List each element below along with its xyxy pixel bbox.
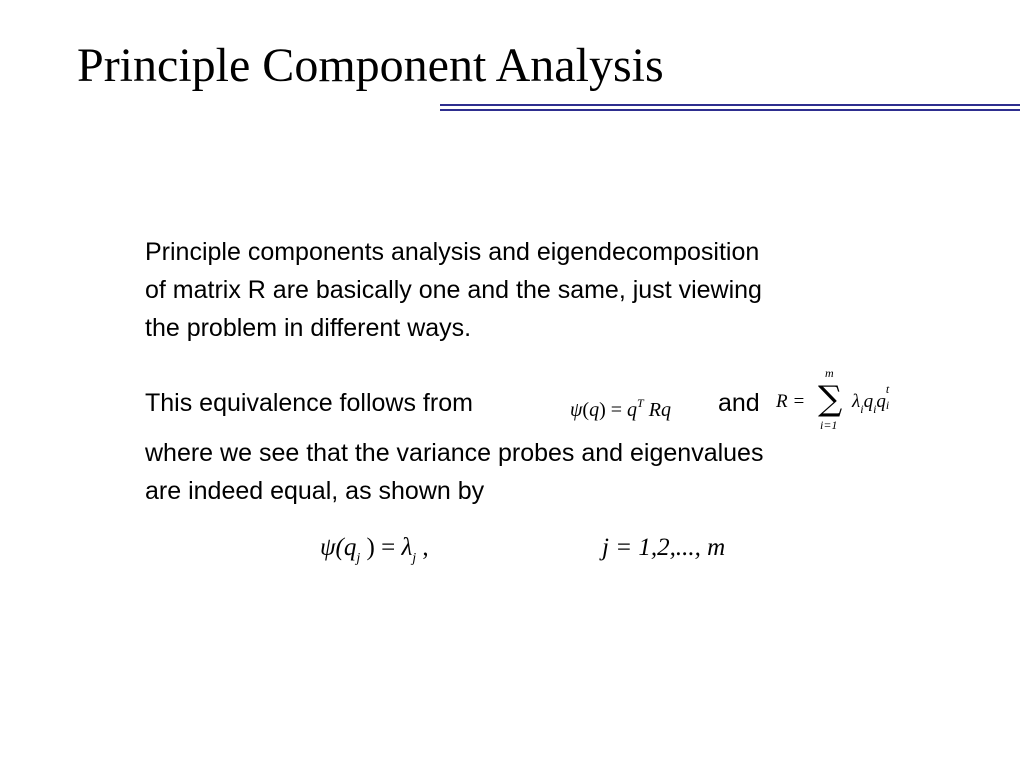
decomposition-lhs: R = <box>776 391 806 412</box>
conclusion-paragraph <box>145 434 763 510</box>
title-rule-upper <box>440 104 1020 106</box>
sub-sup-stack: t i <box>885 382 890 412</box>
intro-paragraph <box>145 233 762 347</box>
variance-probe-equation: $\psi(q) = q^T$ Rq <box>570 396 671 421</box>
psi-symbol: ψ <box>570 399 583 421</box>
equivalence-lead: This equivalence follows from <box>145 389 473 417</box>
intro-line-2: of matrix R are basically one and the same, just viewing <box>145 276 762 304</box>
conclusion-line-2: are indeed equal, as shown by <box>145 477 485 505</box>
slide-title: Principle Component Analysis <box>77 39 664 92</box>
equality-equation: $\psi(q_j$ ) = $\lambda_j$ , <box>320 534 429 566</box>
conclusion-line-1: where we see that the variance probes and eigenvalues <box>145 439 764 467</box>
title-rule-lower <box>440 109 1020 111</box>
summation-term: $\lambda_iq_iq$ t i <box>852 388 894 423</box>
conjunction-and: and <box>718 389 760 417</box>
intro-line-1: Principle components analysis and eigendecomposition <box>145 238 760 266</box>
sum-upper-limit: m <box>825 366 834 380</box>
sum-lower-limit: i=1 <box>820 418 838 432</box>
intro-line-3: the problem in different ways. <box>145 314 472 342</box>
summation-symbol: ∑ <box>818 379 843 419</box>
decomposition-equation <box>776 366 916 438</box>
index-range-equation: j = 1,2,..., m <box>602 534 726 561</box>
